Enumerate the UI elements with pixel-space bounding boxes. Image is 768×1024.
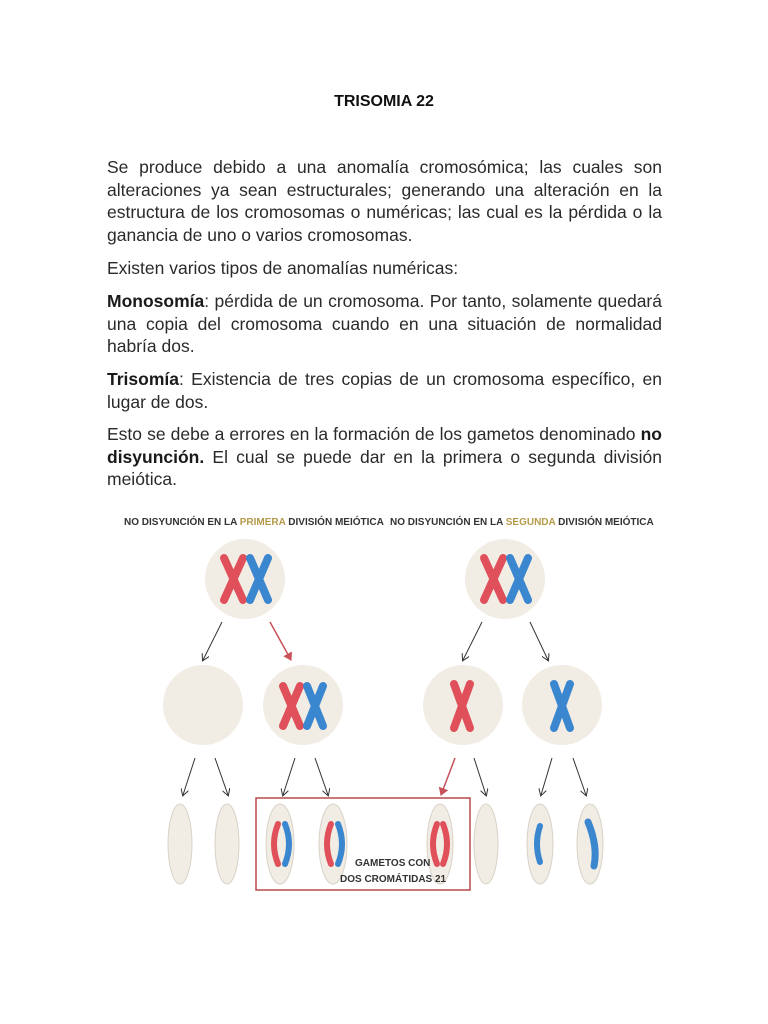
arrow [215, 758, 228, 795]
parent-cell-right [465, 539, 545, 619]
daughter-cell-empty [163, 665, 243, 745]
gamete-empty [215, 804, 239, 884]
trisomia-term: Trisomía [107, 369, 179, 389]
left-diagram-title: NO DISYUNCIÓN EN LA PRIMERA DIVISIÓN MEIÓTICA [124, 517, 384, 528]
gamete-empty [168, 804, 192, 884]
arrow [203, 622, 222, 660]
arrow [315, 758, 328, 795]
arrow [530, 622, 548, 660]
box-label-line2: DOS CROMÁTIDAS 21 [340, 874, 447, 885]
red-arrow [441, 758, 455, 795]
right-diagram-title: NO DISYUNCIÓN EN LA SEGUNDA DIVISIÓN MEIÓTICA [390, 517, 654, 528]
nondisjunction-text-after: El cual se puede dar en la primera o segunda división meiótica. [107, 446, 662, 489]
monosomia-term: Monosomía [107, 291, 205, 311]
gamete-empty [474, 804, 498, 884]
types-intro-paragraph: Existen varios tipos de anomalías numéricas: [107, 258, 459, 278]
nondisjunction-term: no disyunción. [107, 424, 662, 467]
trisomia-definition: : Existencia de tres copias de un cromosoma específico, en lugar de dos. [107, 369, 662, 412]
box-label-line1: GAMETOS CON [355, 858, 431, 869]
arrow [183, 758, 195, 795]
arrow [541, 758, 552, 795]
chromatid-blue [537, 826, 540, 862]
nondisjunction-paragraph [107, 423, 662, 491]
monosomia-paragraph [107, 290, 662, 358]
arrow [283, 758, 295, 795]
parent-cell-left [205, 539, 285, 619]
gamete-one-chromatid [577, 804, 603, 884]
nondisjunction-text-before: Esto se debe a errores en la formación de los gametos denominado [107, 424, 641, 444]
monosomia-definition: : pérdida de un cromosoma. Por tanto, solamente quedará una copia del cromosoma cuando en una situación de normalidad habría dos. [107, 291, 662, 356]
nondisjunction-diagram [0, 500, 768, 900]
arrow [474, 758, 486, 795]
daughter-cell-both-chromosomes [263, 665, 343, 745]
intro-paragraph: Se produce debido a una anomalía cromosómica; las cuales son alteraciones ya sean estructurales; generando una alteración en la estructura de los cromosomas o numéricas; las cual es la pérdida o la ganancia de uno o varios cromosomas. [107, 157, 662, 245]
red-arrow [270, 622, 291, 660]
arrow [463, 622, 482, 660]
trisomia-paragraph [107, 368, 662, 413]
document-title: TRISOMIA 22 [334, 93, 434, 110]
arrow [573, 758, 586, 795]
